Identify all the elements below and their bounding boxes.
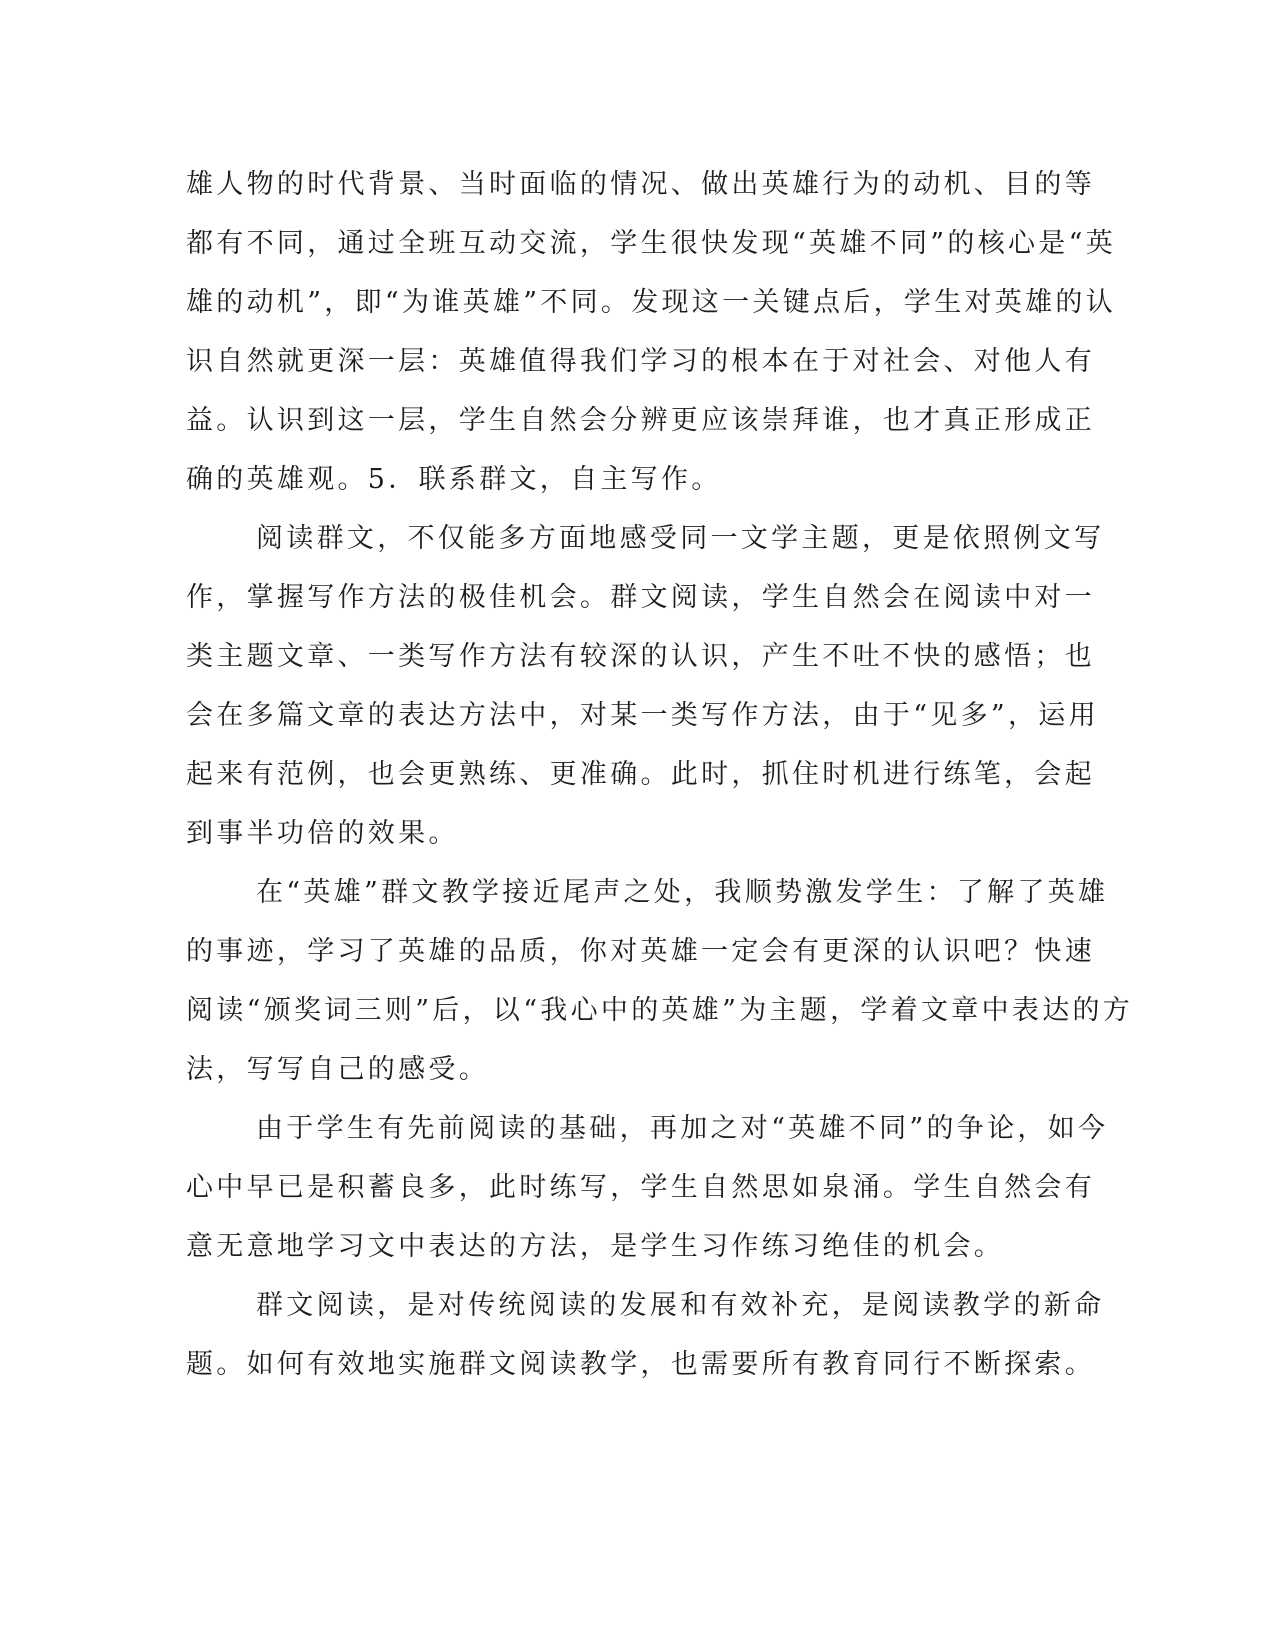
text-line: 的事迹，学习了英雄的品质，你对英雄一定会有更深的认识吧？快速 [186, 936, 1095, 967]
text-line: 起来有范例，也会更熟练、更准确。此时，抓住时机进行练笔，会起 [186, 759, 1095, 790]
text-line: 到事半功倍的效果。 [186, 818, 459, 849]
text-line: 法，写写自己的感受。 [186, 1054, 489, 1085]
text-line: 群文阅读，是对传统阅读的发展和有效补充，是阅读教学的新命 [256, 1290, 1105, 1321]
text-line: 心中早已是积蓄良多，此时练写，学生自然思如泉涌。学生自然会有 [186, 1172, 1095, 1203]
paragraph-3 [186, 863, 1134, 1099]
text-line: 阅读群文，不仅能多方面地感受同一文学主题，更是依照例文写 [256, 523, 1105, 554]
text-line: 题。如何有效地实施群文阅读教学，也需要所有教育同行不断探索。 [186, 1349, 1095, 1380]
text-line: 由于学生有先前阅读的基础，再加之对“英雄不同”的争论，如今 [256, 1113, 1109, 1144]
document-body [186, 155, 1134, 1394]
text-line: 阅读“颁奖词三则”后，以“我心中的英雄”为主题，学着文章中表达的方 [186, 995, 1134, 1026]
paragraph-1 [186, 155, 1117, 509]
text-line: 确的英雄观。5．联系群文，自主写作。 [186, 464, 722, 495]
paragraph-5 [186, 1276, 1105, 1394]
text-line: 会在多篇文章的表达方法中，对某一类写作方法，由于“见多”，运用 [186, 700, 1099, 731]
text-line: 雄的动机”，即“为谁英雄”不同。发现这一关键点后，学生对英雄的认 [186, 287, 1117, 318]
text-line: 作，掌握写作方法的极佳机会。群文阅读，学生自然会在阅读中对一 [186, 582, 1095, 613]
text-line: 都有不同，通过全班互动交流，学生很快发现“英雄不同”的核心是“英 [186, 228, 1117, 259]
paragraph-2 [186, 509, 1105, 863]
text-line: 类主题文章、一类写作方法有较深的认识，产生不吐不快的感悟；也 [186, 641, 1095, 672]
text-line: 益。认识到这一层，学生自然会分辨更应该崇拜谁，也才真正形成正 [186, 405, 1095, 436]
text-line: 识自然就更深一层：英雄值得我们学习的根本在于对社会、对他人有 [186, 346, 1095, 377]
text-line: 意无意地学习文中表达的方法，是学生习作练习绝佳的机会。 [186, 1231, 1005, 1262]
paragraph-4 [186, 1099, 1109, 1276]
text-line: 在“英雄”群文教学接近尾声之处，我顺势激发学生：了解了英雄 [256, 877, 1109, 908]
text-line: 雄人物的时代背景、当时面临的情况、做出英雄行为的动机、目的等 [186, 169, 1095, 200]
